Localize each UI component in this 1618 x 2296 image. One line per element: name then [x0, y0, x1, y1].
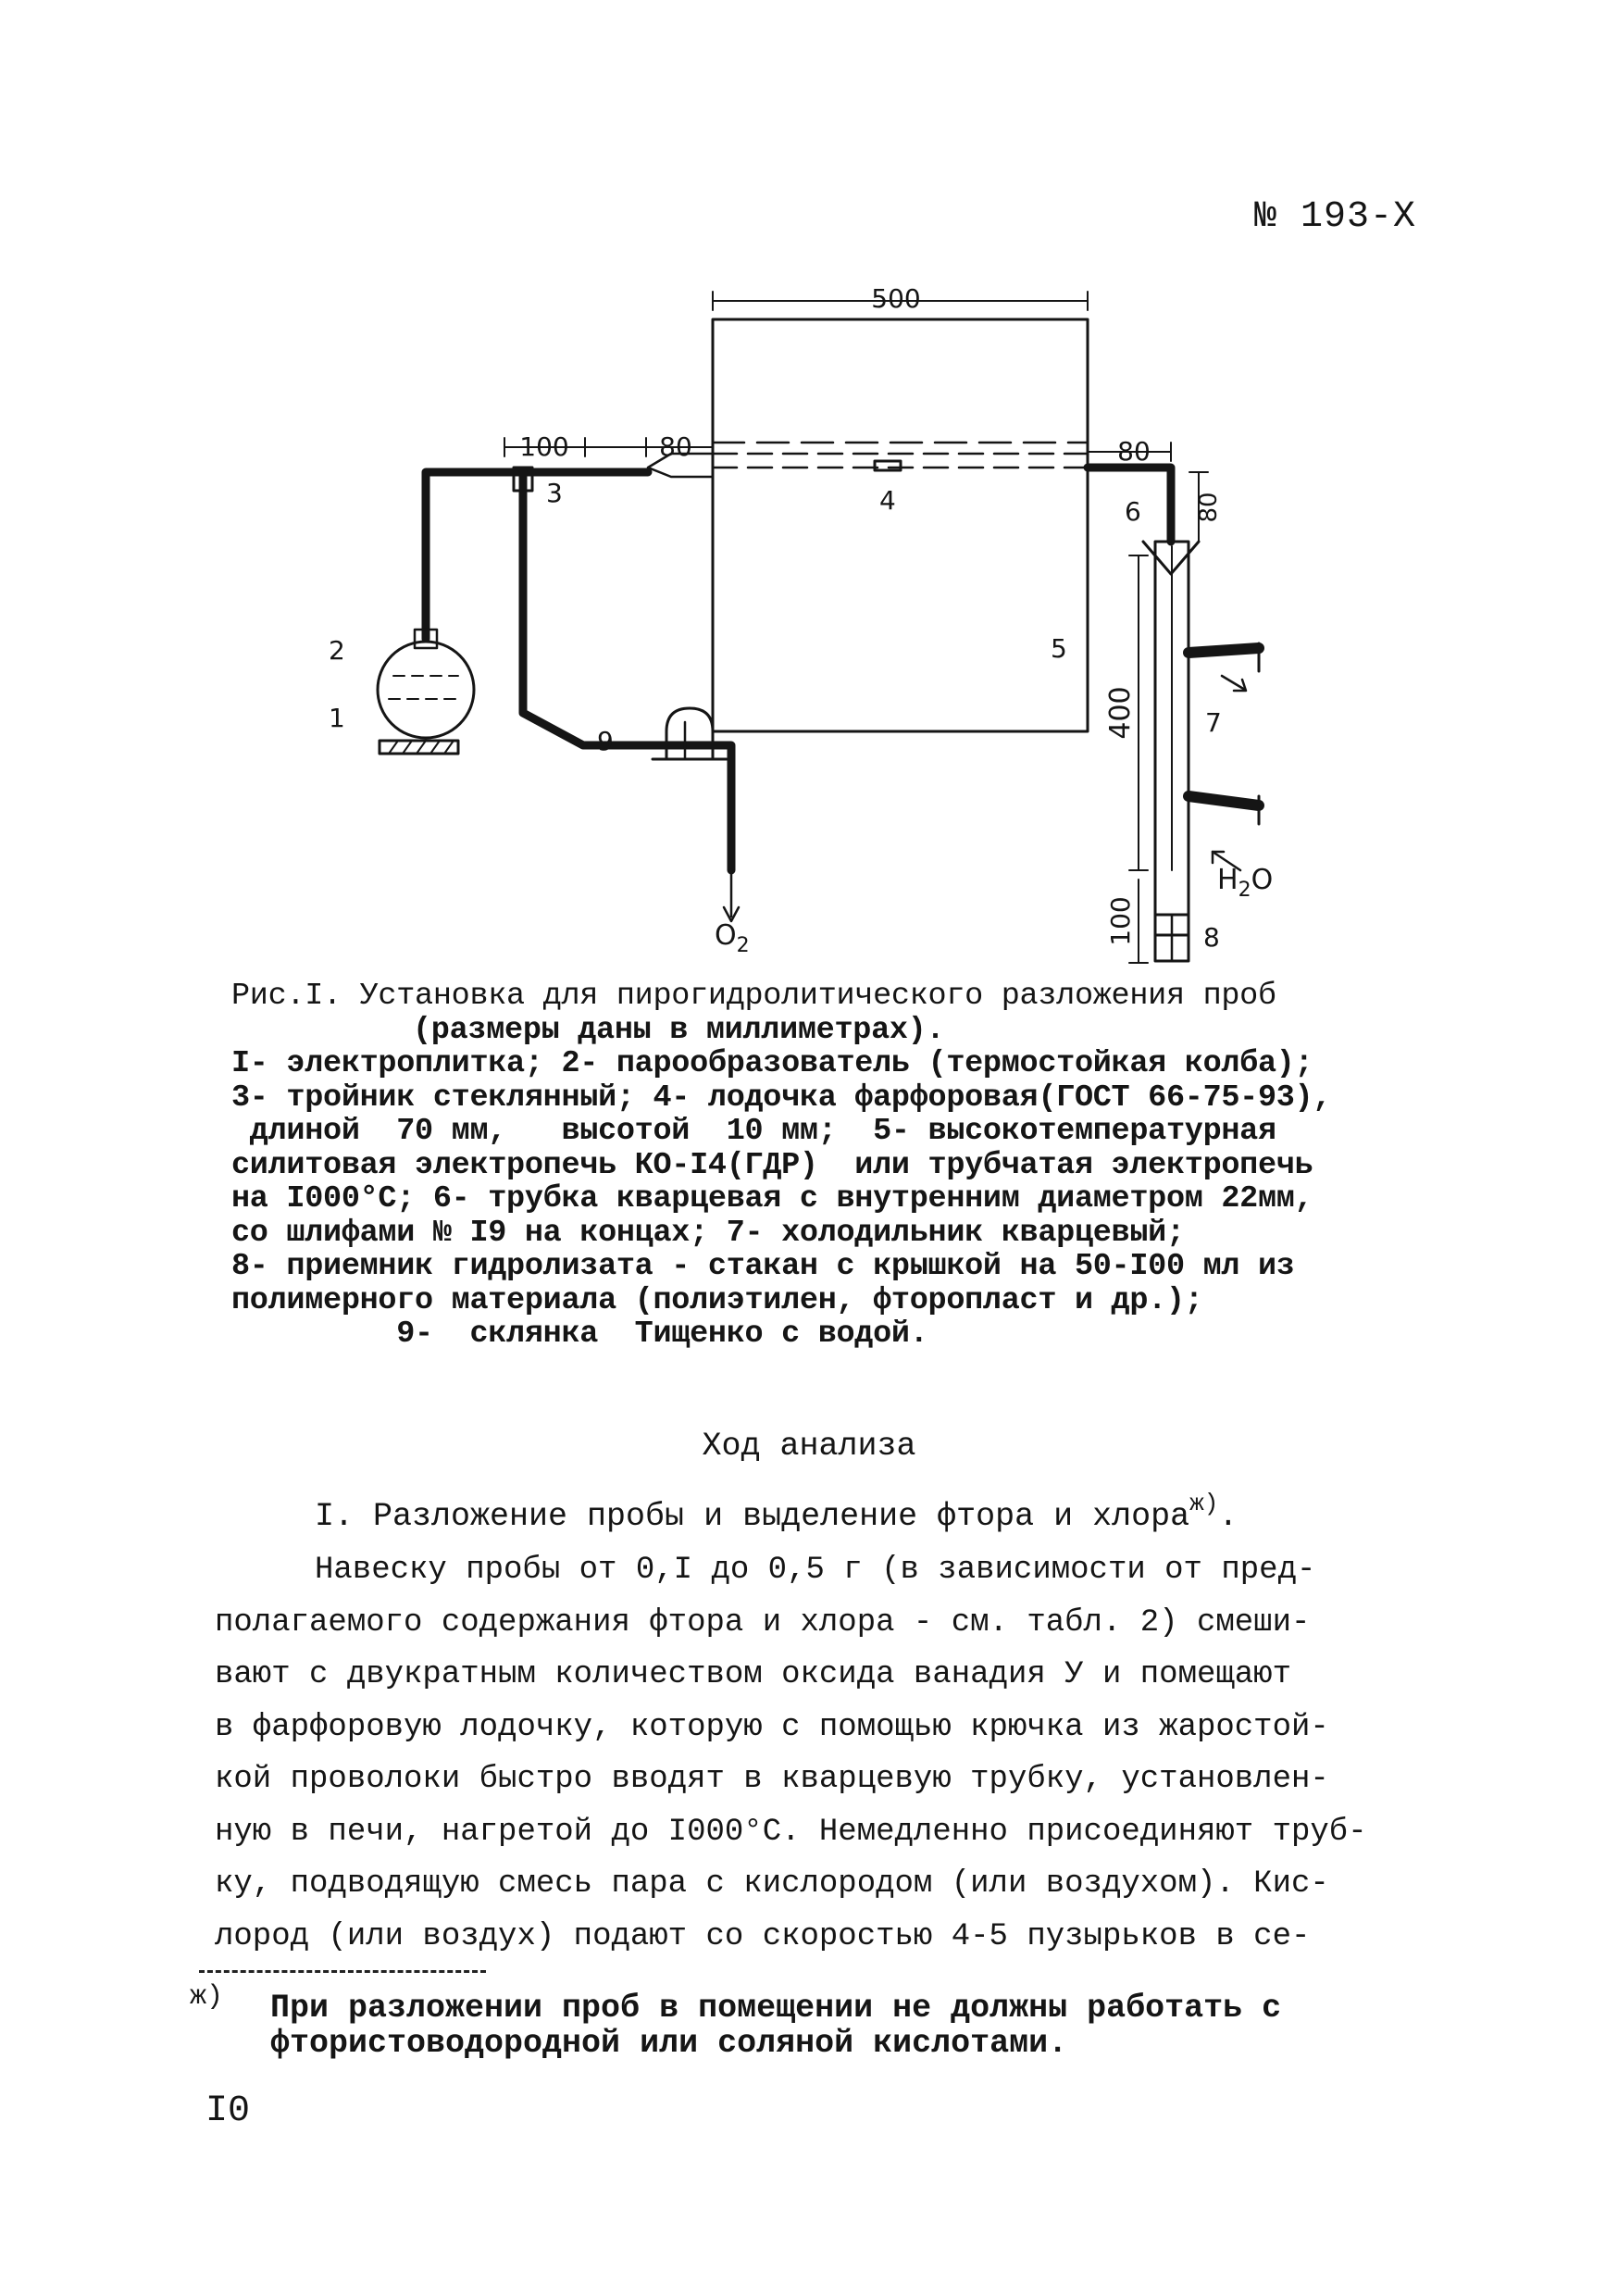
document-number: № 193-X — [1254, 196, 1417, 238]
dim-80-right: 80 — [1117, 436, 1151, 467]
caption-item: полимерного материала (полиэтилен, фторопласт и др.); — [231, 1282, 1203, 1318]
body-line: в фарфоровую лодочку, которую с помощью крючка из жаростой- — [215, 1709, 1329, 1745]
caption-item: длиной 70 мм, высотой 10 мм; 5- высокотемпературная — [231, 1114, 1276, 1149]
body-paragraph — [215, 1544, 1437, 1963]
label-9: 9 — [597, 726, 614, 756]
apparatus-diagram — [305, 278, 1305, 981]
dim-400: 400 — [1104, 686, 1137, 740]
caption-subtitle: (размеры даны в миллиметрах). — [413, 1012, 945, 1048]
caption-item: со шлифами № I9 на концах; 7- холодильник кварцевый; — [231, 1215, 1185, 1251]
body-line: кой проволоки быстро вводят в кварцевую трубку, установлен- — [215, 1762, 1329, 1797]
caption-item: I- электроплитка; 2- парообразователь (термостойкая колба); — [231, 1046, 1313, 1081]
label-3: 3 — [546, 478, 563, 508]
dim-80-vertical: 80 — [1195, 492, 1223, 523]
body-line: полагаемого содержания фтора и хлора - см. табл. 2) смеши- — [215, 1604, 1311, 1641]
footnote-line: При разложении проб в помещении не должны работать с — [270, 1990, 1282, 2027]
label-water: $H_2O$ — [1217, 864, 1274, 902]
furnace-box — [713, 319, 1088, 731]
label-8: 8 — [1203, 922, 1220, 953]
caption-item: 9- склянка Тищенко с водой. — [231, 1316, 928, 1352]
dim-80-left: 80 — [659, 431, 692, 462]
page-number: I0 — [205, 2090, 251, 2132]
label-1: 1 — [329, 703, 345, 733]
subsection-heading — [315, 1490, 1238, 1535]
caption-item: 3- тройник стеклянный; 4- лодочка фарфоровая(ГОСТ 66-75-93), — [231, 1079, 1332, 1116]
caption-title: Рис.I. Установка для пирогидролитического разложения проб — [231, 979, 1276, 1014]
caption-item: силитовая электропечь КО-I4(ГДР) или трубчатая электропечь — [231, 1147, 1313, 1183]
footnote-line: фтористоводородной или соляной кислотами. — [270, 2025, 1068, 2062]
dim-500: 500 — [871, 283, 921, 314]
label-oxygen: $O_2$ — [715, 919, 750, 957]
label-6: 6 — [1125, 496, 1141, 527]
steam-generator-flask — [378, 642, 474, 738]
dim-100-bottom: 100 — [1105, 896, 1136, 946]
body-line: лород (или воздух) подают со скоростью 4-5 пузырьков в се- — [215, 1918, 1311, 1954]
label-2: 2 — [329, 635, 345, 666]
label-5: 5 — [1051, 633, 1067, 664]
body-line: вают с двукратным количеством оксида ванадия У и помещают — [215, 1657, 1291, 1692]
section-heading: Ход анализа — [702, 1428, 916, 1465]
footnote-text — [270, 1990, 1427, 2061]
footnote-ref: ж) — [1189, 1490, 1219, 1517]
subheading-end: . — [1218, 1498, 1238, 1535]
boat — [875, 461, 901, 470]
figure-caption — [231, 980, 1435, 1352]
body-line: ную в печи, нагретой до I000°С. Немедленно присоединяют труб- — [215, 1814, 1367, 1850]
caption-item: 8- приемник гидролизата - стакан с крышкой на 50-I00 мл из — [231, 1249, 1295, 1284]
footnote-divider — [199, 1970, 486, 1973]
body-line: ку, подводящую смесь пара с кислородом (или воздухом). Кис- — [215, 1866, 1329, 1902]
caption-item: на I000°С; 6- трубка кварцевая с внутренним диаметром 22мм, — [231, 1181, 1313, 1217]
footnote-mark: ж) — [190, 1981, 224, 2013]
label-4: 4 — [879, 485, 896, 516]
label-7: 7 — [1205, 707, 1222, 738]
body-line: Навеску пробы от 0,I до 0,5 г (в зависимости от пред- — [315, 1553, 1316, 1588]
tishchenko-bottle — [666, 708, 713, 759]
subheading-text: I. Разложение пробы и выделение фтора и хлора — [315, 1498, 1190, 1535]
dim-100: 100 — [519, 431, 569, 462]
